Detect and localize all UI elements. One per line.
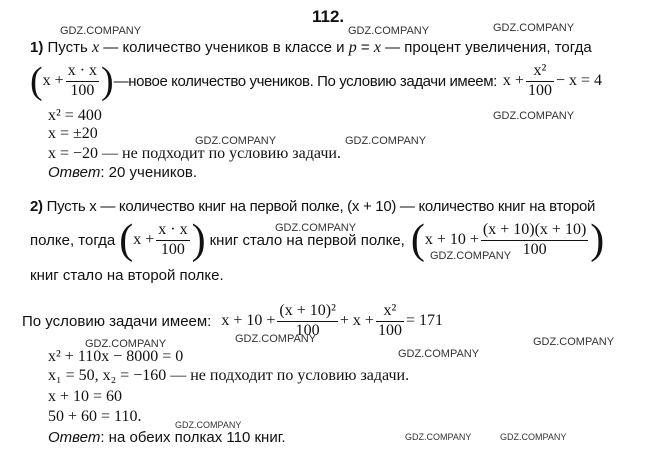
p1-var: x — [373, 39, 381, 56]
p2-text: Пусть x — количество книг на первой полке, (x + 10) — количество книг на второй — [46, 198, 596, 215]
p2-expression-line — [30, 216, 604, 264]
answer-label: Ответ — [48, 164, 101, 181]
watermark: GDZ.COMPANY — [235, 333, 317, 345]
fraction-numerator: (x + 10)(x + 10) — [481, 221, 588, 240]
fraction-denominator: 100 — [295, 321, 320, 339]
p1-text: — процент увеличения, тогда — [385, 39, 592, 56]
p2-fraction — [481, 221, 588, 259]
p2-step-1: x² + 110x − 8000 = 0 — [48, 348, 184, 365]
watermark: GDZ.COMPANY — [175, 420, 242, 430]
fraction-numerator: (x + 10)² — [277, 302, 337, 321]
p2-condition — [22, 296, 443, 346]
p1-var: x — [92, 39, 100, 56]
watermark: GDZ.COMPANY — [500, 432, 567, 442]
p2-step-3: x + 10 = 60 — [48, 388, 123, 405]
p1-fraction — [66, 62, 99, 100]
fraction-numerator: x · x — [66, 62, 99, 81]
p2-expr: x + — [133, 231, 155, 248]
p2-expr: x + 10 + — [424, 231, 479, 248]
paren-close: ) — [101, 60, 114, 102]
p1-text: —новое количество учеников. По условию задачи имеем: — [113, 72, 497, 90]
p1-intro — [30, 40, 592, 56]
p2-text: книг стало на первой полке, — [209, 231, 405, 249]
p1-equation: − x = 4 — [555, 72, 602, 89]
p2-step-4: 50 + 60 = 110. — [48, 408, 142, 425]
fraction-denominator: 100 — [527, 81, 552, 99]
fraction-numerator: x · x — [156, 221, 189, 240]
watermark: GDZ.COMPANY — [533, 336, 615, 348]
answer-text: : на обеих полках 110 книг. — [100, 429, 286, 446]
p2-line-3: книг стало на второй полке. — [30, 267, 224, 284]
watermark: GDZ.COMPANY — [493, 110, 575, 122]
answer-text: : 20 учеников. — [100, 164, 198, 181]
p1-equation: x + — [502, 72, 524, 89]
paren-open: ( — [119, 217, 134, 263]
p2-intro — [30, 199, 595, 214]
p2-answer — [48, 430, 286, 445]
p1-number: 1) — [30, 39, 44, 56]
fraction-denominator: 100 — [522, 240, 547, 258]
p1-expr: x + — [42, 72, 64, 89]
watermark: GDZ.COMPANY — [493, 22, 575, 34]
watermark: GDZ.COMPANY — [430, 250, 512, 262]
p1-answer — [48, 165, 197, 180]
p2-number: 2) — [30, 198, 43, 215]
p1-expression-line — [30, 60, 602, 102]
p2-text: По условию задачи имеем: — [22, 312, 212, 330]
problem-number: 112. — [312, 7, 345, 26]
paren-close: ) — [590, 217, 605, 263]
paren-close: ) — [191, 217, 206, 263]
watermark: GDZ.COMPANY — [348, 25, 430, 37]
p2-fraction — [277, 302, 337, 340]
watermark: GDZ.COMPANY — [275, 222, 357, 234]
watermark: GDZ.COMPANY — [85, 338, 167, 350]
p1-step-1: x² = 400 — [48, 107, 102, 124]
p2-step-2: x₁ = 50, x₂ = −160 — не подходит по условию задачи. — [48, 367, 410, 384]
p1-step-2: x = ±20 — [48, 125, 98, 142]
p1-fraction — [526, 62, 554, 100]
fraction-numerator: x² — [526, 62, 554, 81]
fraction-denominator: 100 — [70, 81, 95, 99]
watermark: GDZ.COMPANY — [405, 432, 472, 442]
paren-open: ( — [410, 217, 425, 263]
watermark: GDZ.COMPANY — [398, 348, 480, 360]
p1-step-3: x = −20 — не подходит по условию задачи. — [48, 145, 341, 162]
fraction-numerator: x² — [376, 302, 404, 321]
p2-equation: = 171 — [405, 312, 443, 329]
p2-text: полке, тогда — [30, 231, 116, 249]
fraction-denominator: 100 — [377, 321, 402, 339]
p1-var: p — [348, 39, 357, 56]
p2-fraction — [156, 221, 189, 259]
watermark: GDZ.COMPANY — [60, 25, 142, 37]
watermark: GDZ.COMPANY — [195, 135, 277, 147]
p2-equation: + x + — [339, 312, 374, 329]
p1-text: = — [360, 39, 370, 56]
p2-fraction — [376, 302, 404, 340]
fraction-denominator: 100 — [160, 240, 185, 258]
p1-text: — количество учеников в классе и — [103, 39, 345, 56]
paren-open: ( — [30, 60, 43, 102]
answer-label: Ответ — [48, 429, 101, 446]
watermark: GDZ.COMPANY — [345, 135, 427, 147]
p1-text: Пусть — [47, 39, 88, 56]
p2-equation: x + 10 + — [221, 312, 276, 329]
